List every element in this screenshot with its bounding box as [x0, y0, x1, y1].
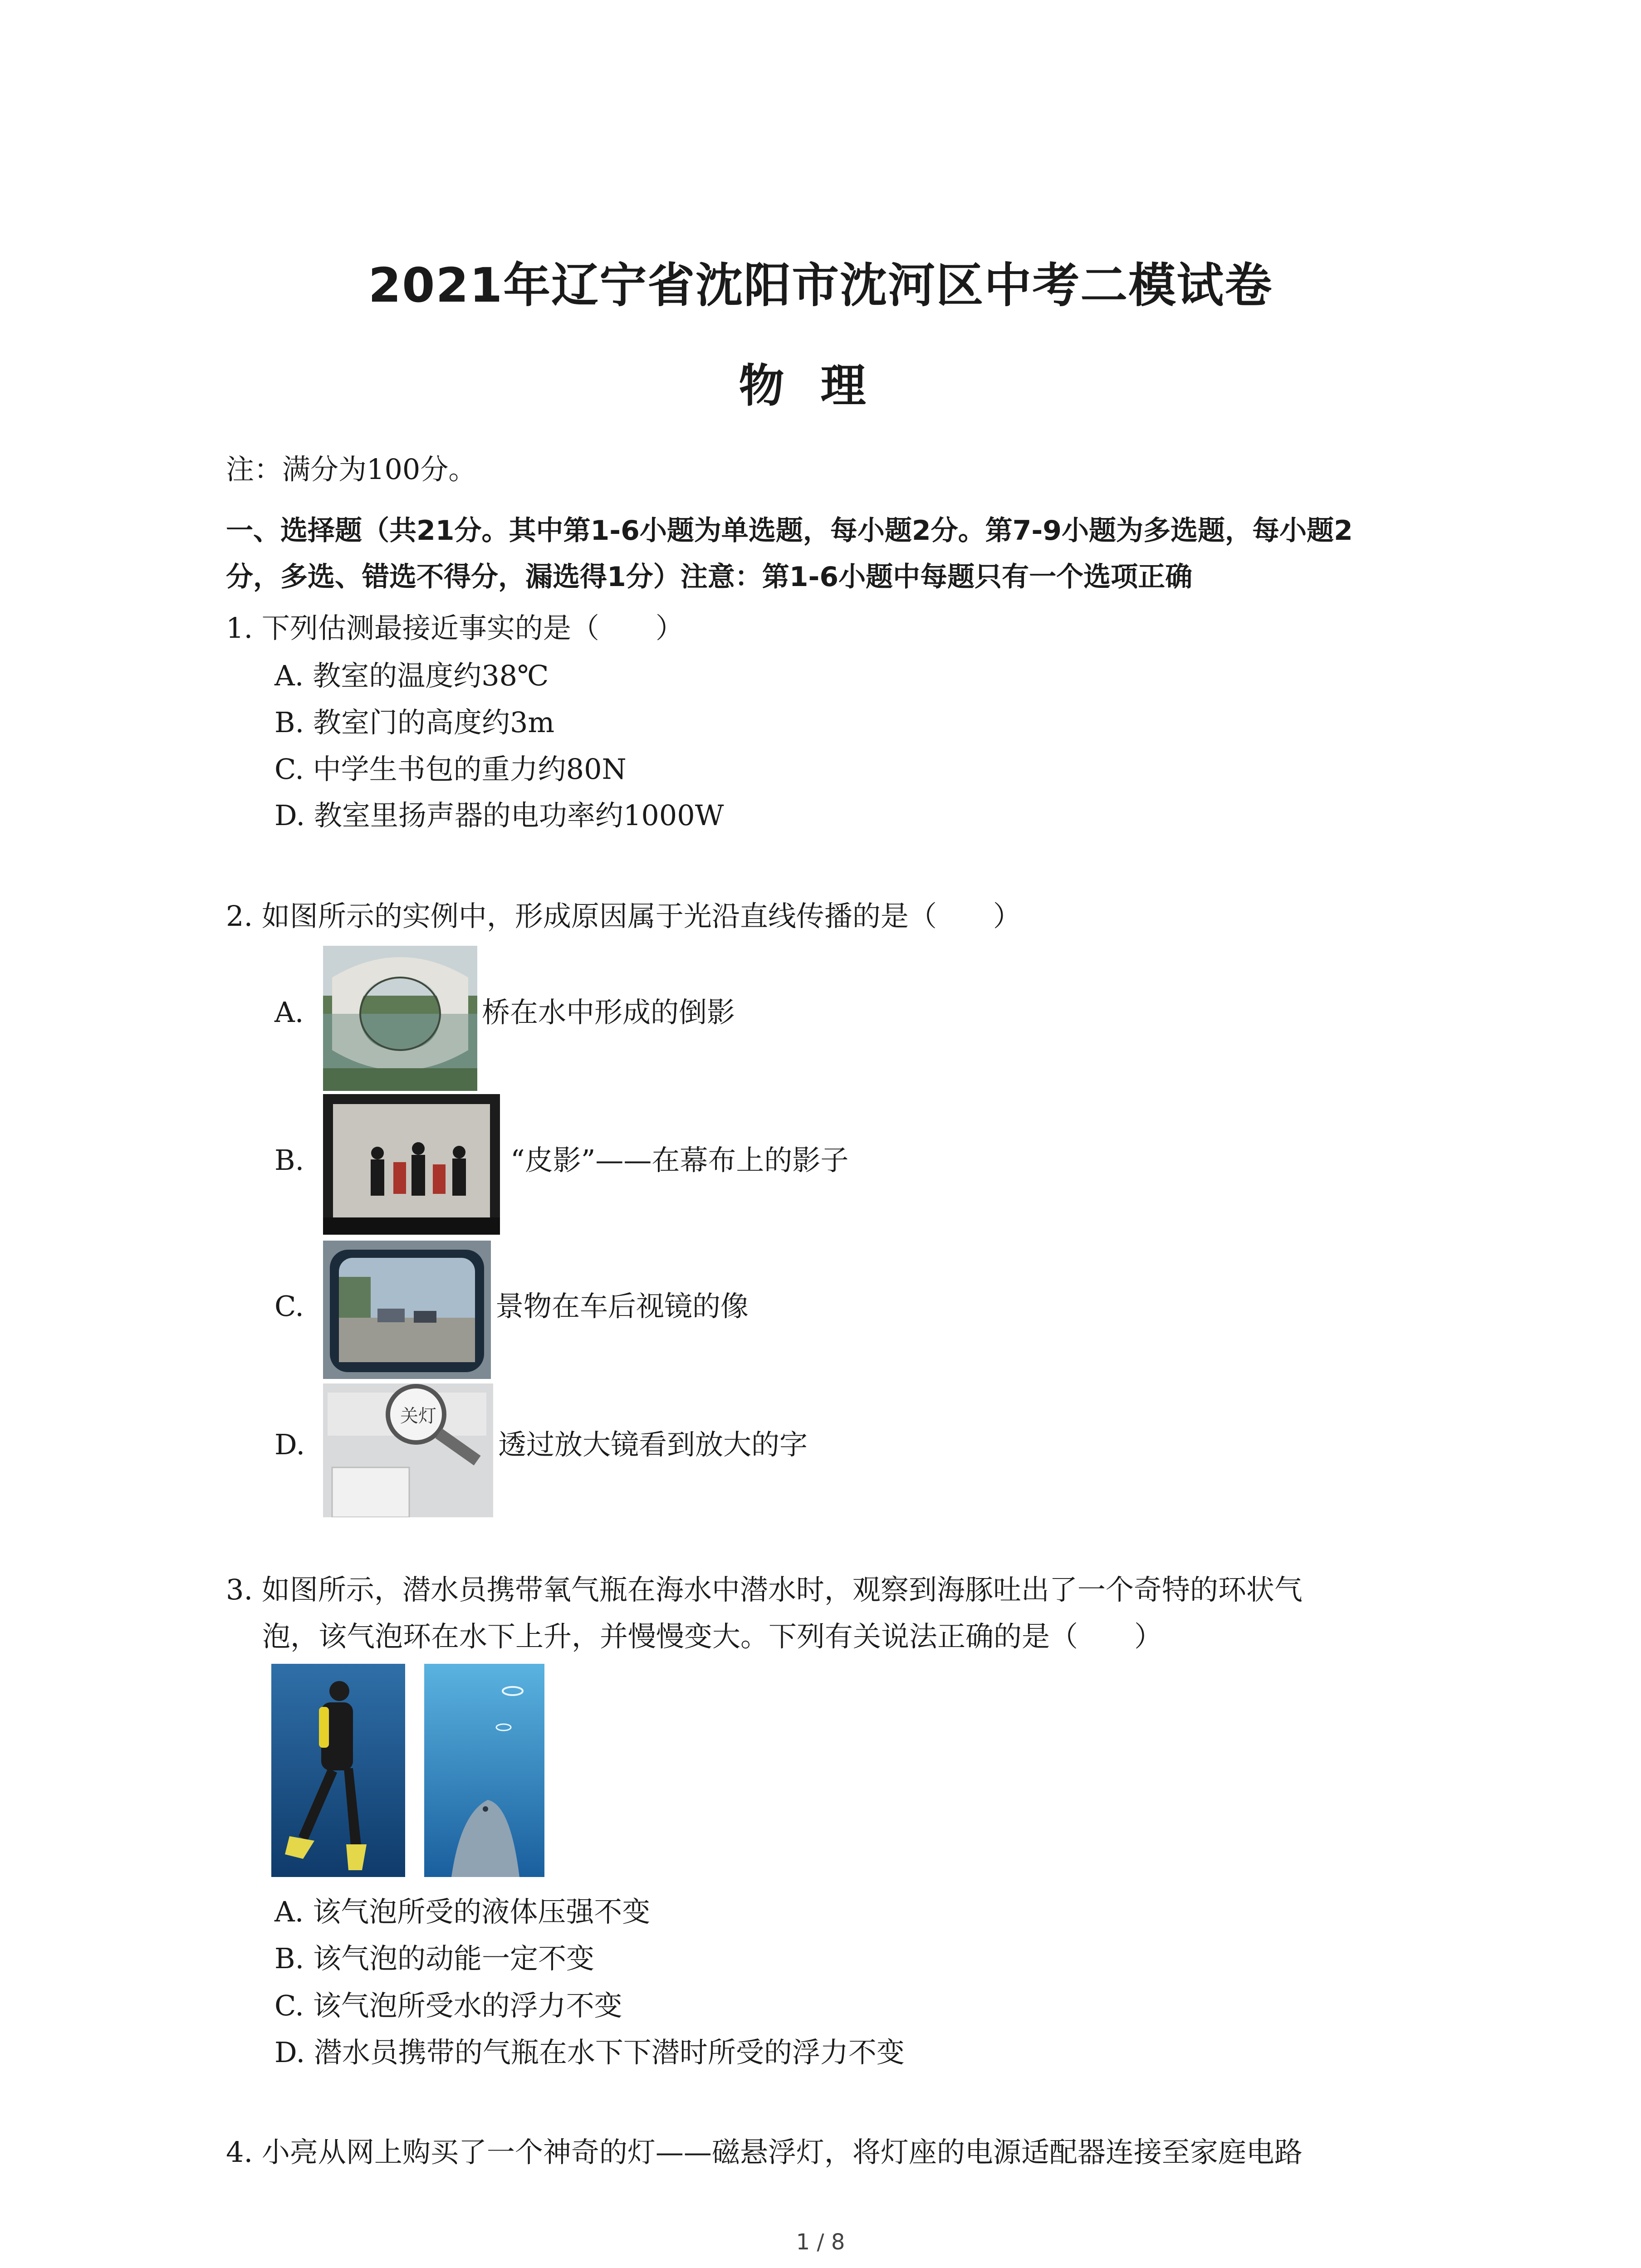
- score-note: 注：满分为100分。: [226, 453, 477, 486]
- question-2-option-a-letter: A.: [274, 996, 304, 1029]
- exam-subject: 物理: [739, 359, 902, 412]
- question-3-option-b: B. 该气泡的动能一定不变: [274, 1942, 594, 1975]
- question-2-option-c-caption: 景物在车后视镜的像: [495, 1290, 749, 1323]
- bridge-reflection-photo: [323, 946, 477, 1091]
- diver-photo: [271, 1664, 405, 1877]
- question-1-option-b: B. 教室门的高度约3m: [274, 706, 555, 739]
- question-3-option-c: C. 该气泡所受水的浮力不变: [274, 1989, 622, 2022]
- page-number: 1 / 8: [796, 2229, 845, 2255]
- magnifier-text: 关灯: [400, 1406, 436, 1427]
- question-2-stem: 2. 如图所示的实例中，形成原因属于光沿直线传播的是（ ）: [226, 899, 1021, 933]
- section-heading-line-2: 分，多选、错选不得分，漏选得1分）注意：第1-6小题中每题只有一个选项正确: [226, 561, 1193, 593]
- question-2-option-d-letter: D.: [274, 1428, 305, 1461]
- question-2-option-a-caption: 桥在水中形成的倒影: [482, 996, 735, 1029]
- question-4-stem: 4. 小亮从网上购买了一个神奇的灯——磁悬浮灯，将灯座的电源适配器连接至家庭电路: [226, 2136, 1303, 2169]
- exam-title: 2021年辽宁省沈阳市沈河区中考二模试卷: [368, 258, 1273, 313]
- rearview-mirror-photo: [323, 1241, 491, 1379]
- question-3-option-d: D. 潜水员携带的气瓶在水下下潜时所受的浮力不变: [274, 2036, 905, 2069]
- question-2-option-b-letter: B.: [274, 1144, 304, 1177]
- question-3-stem-line-1: 3. 如图所示，潜水员携带氧气瓶在海水中潜水时，观察到海豚吐出了一个奇特的环状气: [226, 1573, 1303, 1606]
- section-heading-line-1: 一、选择题（共21分。其中第1-6小题为单选题，每小题2分。第7-9小题为多选题，每小题2: [226, 515, 1353, 547]
- question-3-option-a: A. 该气泡所受的液体压强不变: [274, 1895, 651, 1928]
- question-1-option-d: D. 教室里扬声器的电功率约1000W: [274, 799, 724, 832]
- shadow-puppet-photo: [323, 1094, 500, 1235]
- question-1-option-a: A. 教室的温度约38℃: [274, 659, 549, 692]
- question-1-option-c: C. 中学生书包的重力约80N: [274, 753, 627, 786]
- question-2-option-b-caption: “皮影”——在幕布上的影子: [510, 1144, 849, 1177]
- question-2-option-c-letter: C.: [274, 1290, 304, 1323]
- question-1-stem: 1. 下列估测最接近事实的是（ ）: [226, 611, 684, 645]
- magnifier-photo: [323, 1383, 493, 1517]
- question-3-stem-line-2: 泡，该气泡环在水下上升，并慢慢变大。下列有关说法正确的是（ ）: [262, 1620, 1163, 1653]
- question-2-option-d-caption: 透过放大镜看到放大的字: [498, 1428, 808, 1461]
- dolphin-bubble-photo: [424, 1664, 544, 1877]
